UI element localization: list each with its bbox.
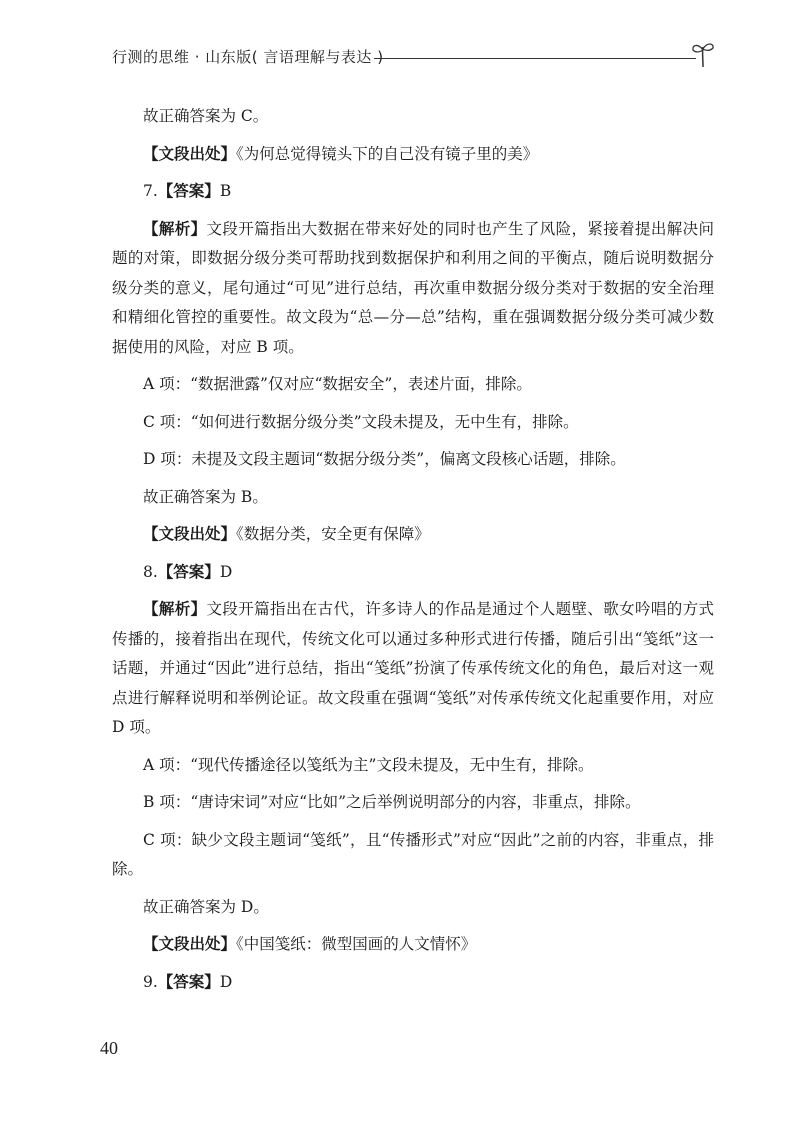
paragraph-text: C 项：缺少文段主题词“笺纸”，且“传播形式”对应“因此”之前的内容，非重点，排除。 [112,830,714,878]
section-tag: 【答案】 [157,972,220,991]
paragraph-text: A 项：“现代传播途径以笺纸为主”文段未提及，无中生有，排除。 [143,755,594,774]
paragraph-text: 《为何总觉得镜头下的自己没有镜子里的美》 [236,144,539,163]
explanation-line [112,751,714,781]
paragraph-text: D [219,972,233,991]
paragraph-text: D 项：未提及文段主题词“数据分级分类”，偏离文段核心话题，排除。 [143,450,626,468]
book-title: 行测的思维 · 山东版( 言语理解与表达 ) [112,48,384,66]
section-tag: 【文段出处】 [143,935,237,953]
paragraph-text: B [219,182,232,200]
analysis-paragraph [112,215,714,363]
paragraph-text: 故正确答案为 D。 [143,897,269,916]
paragraph-text: D [219,562,233,581]
paragraph-text: 《中国笺纸：微型国画的人文情怀》 [236,935,477,953]
paragraph-text: 文段开篇指出大数据在带来好处的同时也产生了风险，紧接着提出解决问题的对策，即数据分级分类可帮助找到数据保护和利用之间的平衡点，随后说明数据分级分类的意义，尾句通过“可见”进行总结，再次重申数据分级分类对于数据的安全治理和精细化管控的重要性。故文段为“总—分—总”结构，重在强调数据分级分类可减少数据使用的风险，对应 B 项。 [112,219,714,356]
paragraph-text: 《数据分类，安全更有保障》 [236,525,430,543]
section-tag: 【文段出处】 [143,144,237,163]
question-number: 9. [143,972,158,991]
sprout-icon [690,40,716,68]
explanation-line [112,483,714,513]
running-header [112,40,712,70]
section-tag: 【答案】 [157,182,220,200]
explanation-line [112,408,714,438]
explanation-line [112,370,714,400]
section-tag: 【解析】 [143,219,207,238]
paragraph-text: C 项：“如何进行数据分级分类”文段未提及，无中生有，排除。 [143,412,579,431]
source-citation [112,930,714,960]
answer-line [112,558,714,588]
explanation-line [112,893,714,923]
explanation-line [112,445,714,475]
answer-line [112,968,714,998]
explanation-line [112,788,714,818]
section-tag: 【答案】 [157,562,220,581]
paragraph-text: 故正确答案为 C。 [143,107,269,125]
source-citation [112,140,714,170]
section-tag: 【文段出处】 [143,525,237,543]
answer-line [112,177,714,207]
explanation-line [112,826,714,885]
paragraph-text: 文段开篇指出在古代，许多诗人的作品是通过个人题壁、歌女吟唱的方式传播的，接着指出在现代，传统文化可以通过多种形式进行传播，随后引出“笺纸”这一话题，并通过“因此”进行总结，指出“笺纸”扮演了传承传统文化的角色，最后对这一观点进行解释说明和举例论证。故文段重在强调“笺纸”对传承传统文化起重要作用，对应 D 项。 [112,600,714,736]
question-number: 8. [143,562,158,581]
paragraph-text: B 项：“唐诗宋词”对应“比如”之后举例说明部分的内容，非重点，排除。 [143,793,641,811]
header-rule [374,58,696,59]
explanation-line [112,102,714,132]
section-tag: 【解析】 [143,600,207,618]
question-number: 7. [143,182,158,200]
page-number: 40 [100,1038,118,1058]
paragraph-text: 故正确答案为 B。 [143,487,268,506]
answer-explanations [112,102,714,1005]
analysis-paragraph [112,595,714,743]
source-citation [112,520,714,550]
paragraph-text: A 项：“数据泄露”仅对应“数据安全”，表述片面，排除。 [143,375,532,393]
